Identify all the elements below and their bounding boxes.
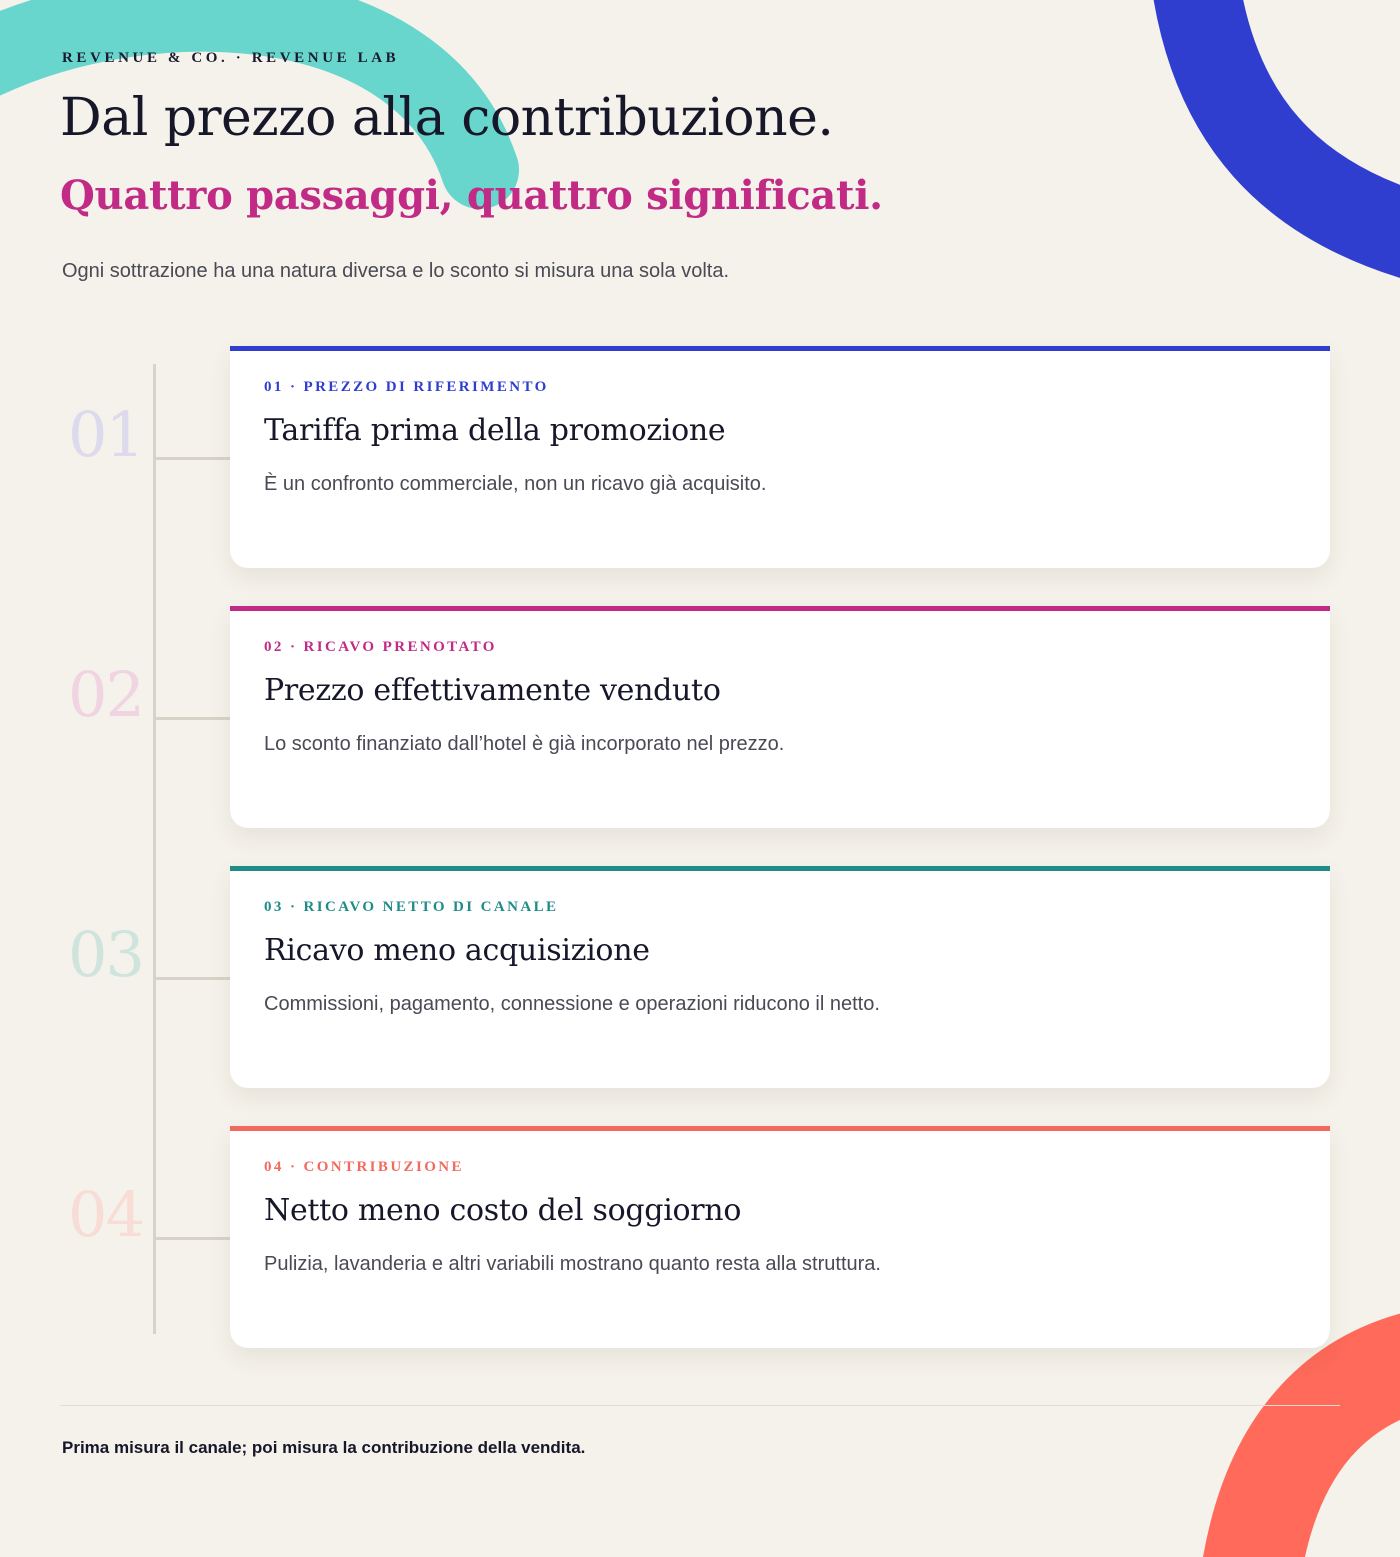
step-label: 01 · PREZZO DI RIFERIMENTO: [264, 379, 549, 395]
step-number: 04: [68, 1178, 143, 1251]
brand-eyebrow: REVENUE & CO. · REVENUE LAB: [62, 50, 400, 66]
step-description: Lo sconto finanziato dall’hotel è già incorporato nel prezzo.: [264, 733, 785, 755]
footer-note: Prima misura il canale; poi misura la contribuzione della vendita.: [62, 1438, 586, 1457]
page-subtitle: Quattro passaggi, quattro significati.: [60, 172, 883, 219]
step-number: 03: [68, 918, 143, 991]
step-number: 02: [68, 658, 143, 731]
step-card: [230, 606, 1330, 828]
step-number: 01: [68, 398, 143, 471]
step-card: [230, 1126, 1330, 1348]
step-description: È un confronto commerciale, non un ricavo già acquisito.: [264, 473, 767, 495]
footer-divider: [60, 1405, 1340, 1406]
step-title: Tariffa prima della promozione: [264, 413, 726, 448]
step-title: Ricavo meno acquisizione: [264, 933, 650, 968]
blue-arc-shape: [1195, 0, 1400, 238]
intro-text: Ogni sottrazione ha una natura diversa e lo sconto si misura una sola volta.: [62, 260, 730, 282]
step-label: 03 · RICAVO NETTO DI CANALE: [264, 899, 559, 915]
step-label: 04 · CONTRIBUZIONE: [264, 1159, 464, 1175]
coral-arc-shape: [1250, 1360, 1400, 1557]
timeline-connector: [155, 977, 230, 980]
timeline-connector: [155, 1237, 230, 1240]
step-card: [230, 346, 1330, 568]
step-description: Pulizia, lavanderia e altri variabili mostrano quanto resta alla struttura.: [264, 1253, 881, 1275]
step-label: 02 · RICAVO PRENOTATO: [264, 639, 497, 655]
step-description: Commissioni, pagamento, connessione e operazioni riducono il netto.: [264, 993, 880, 1015]
timeline-connector: [155, 717, 230, 720]
step-title: Prezzo effettivamente venduto: [264, 673, 721, 708]
step-card: [230, 866, 1330, 1088]
timeline-connector: [155, 457, 230, 460]
page-title: Dal prezzo alla contribuzione.: [60, 88, 834, 148]
step-title: Netto meno costo del soggiorno: [264, 1193, 742, 1228]
